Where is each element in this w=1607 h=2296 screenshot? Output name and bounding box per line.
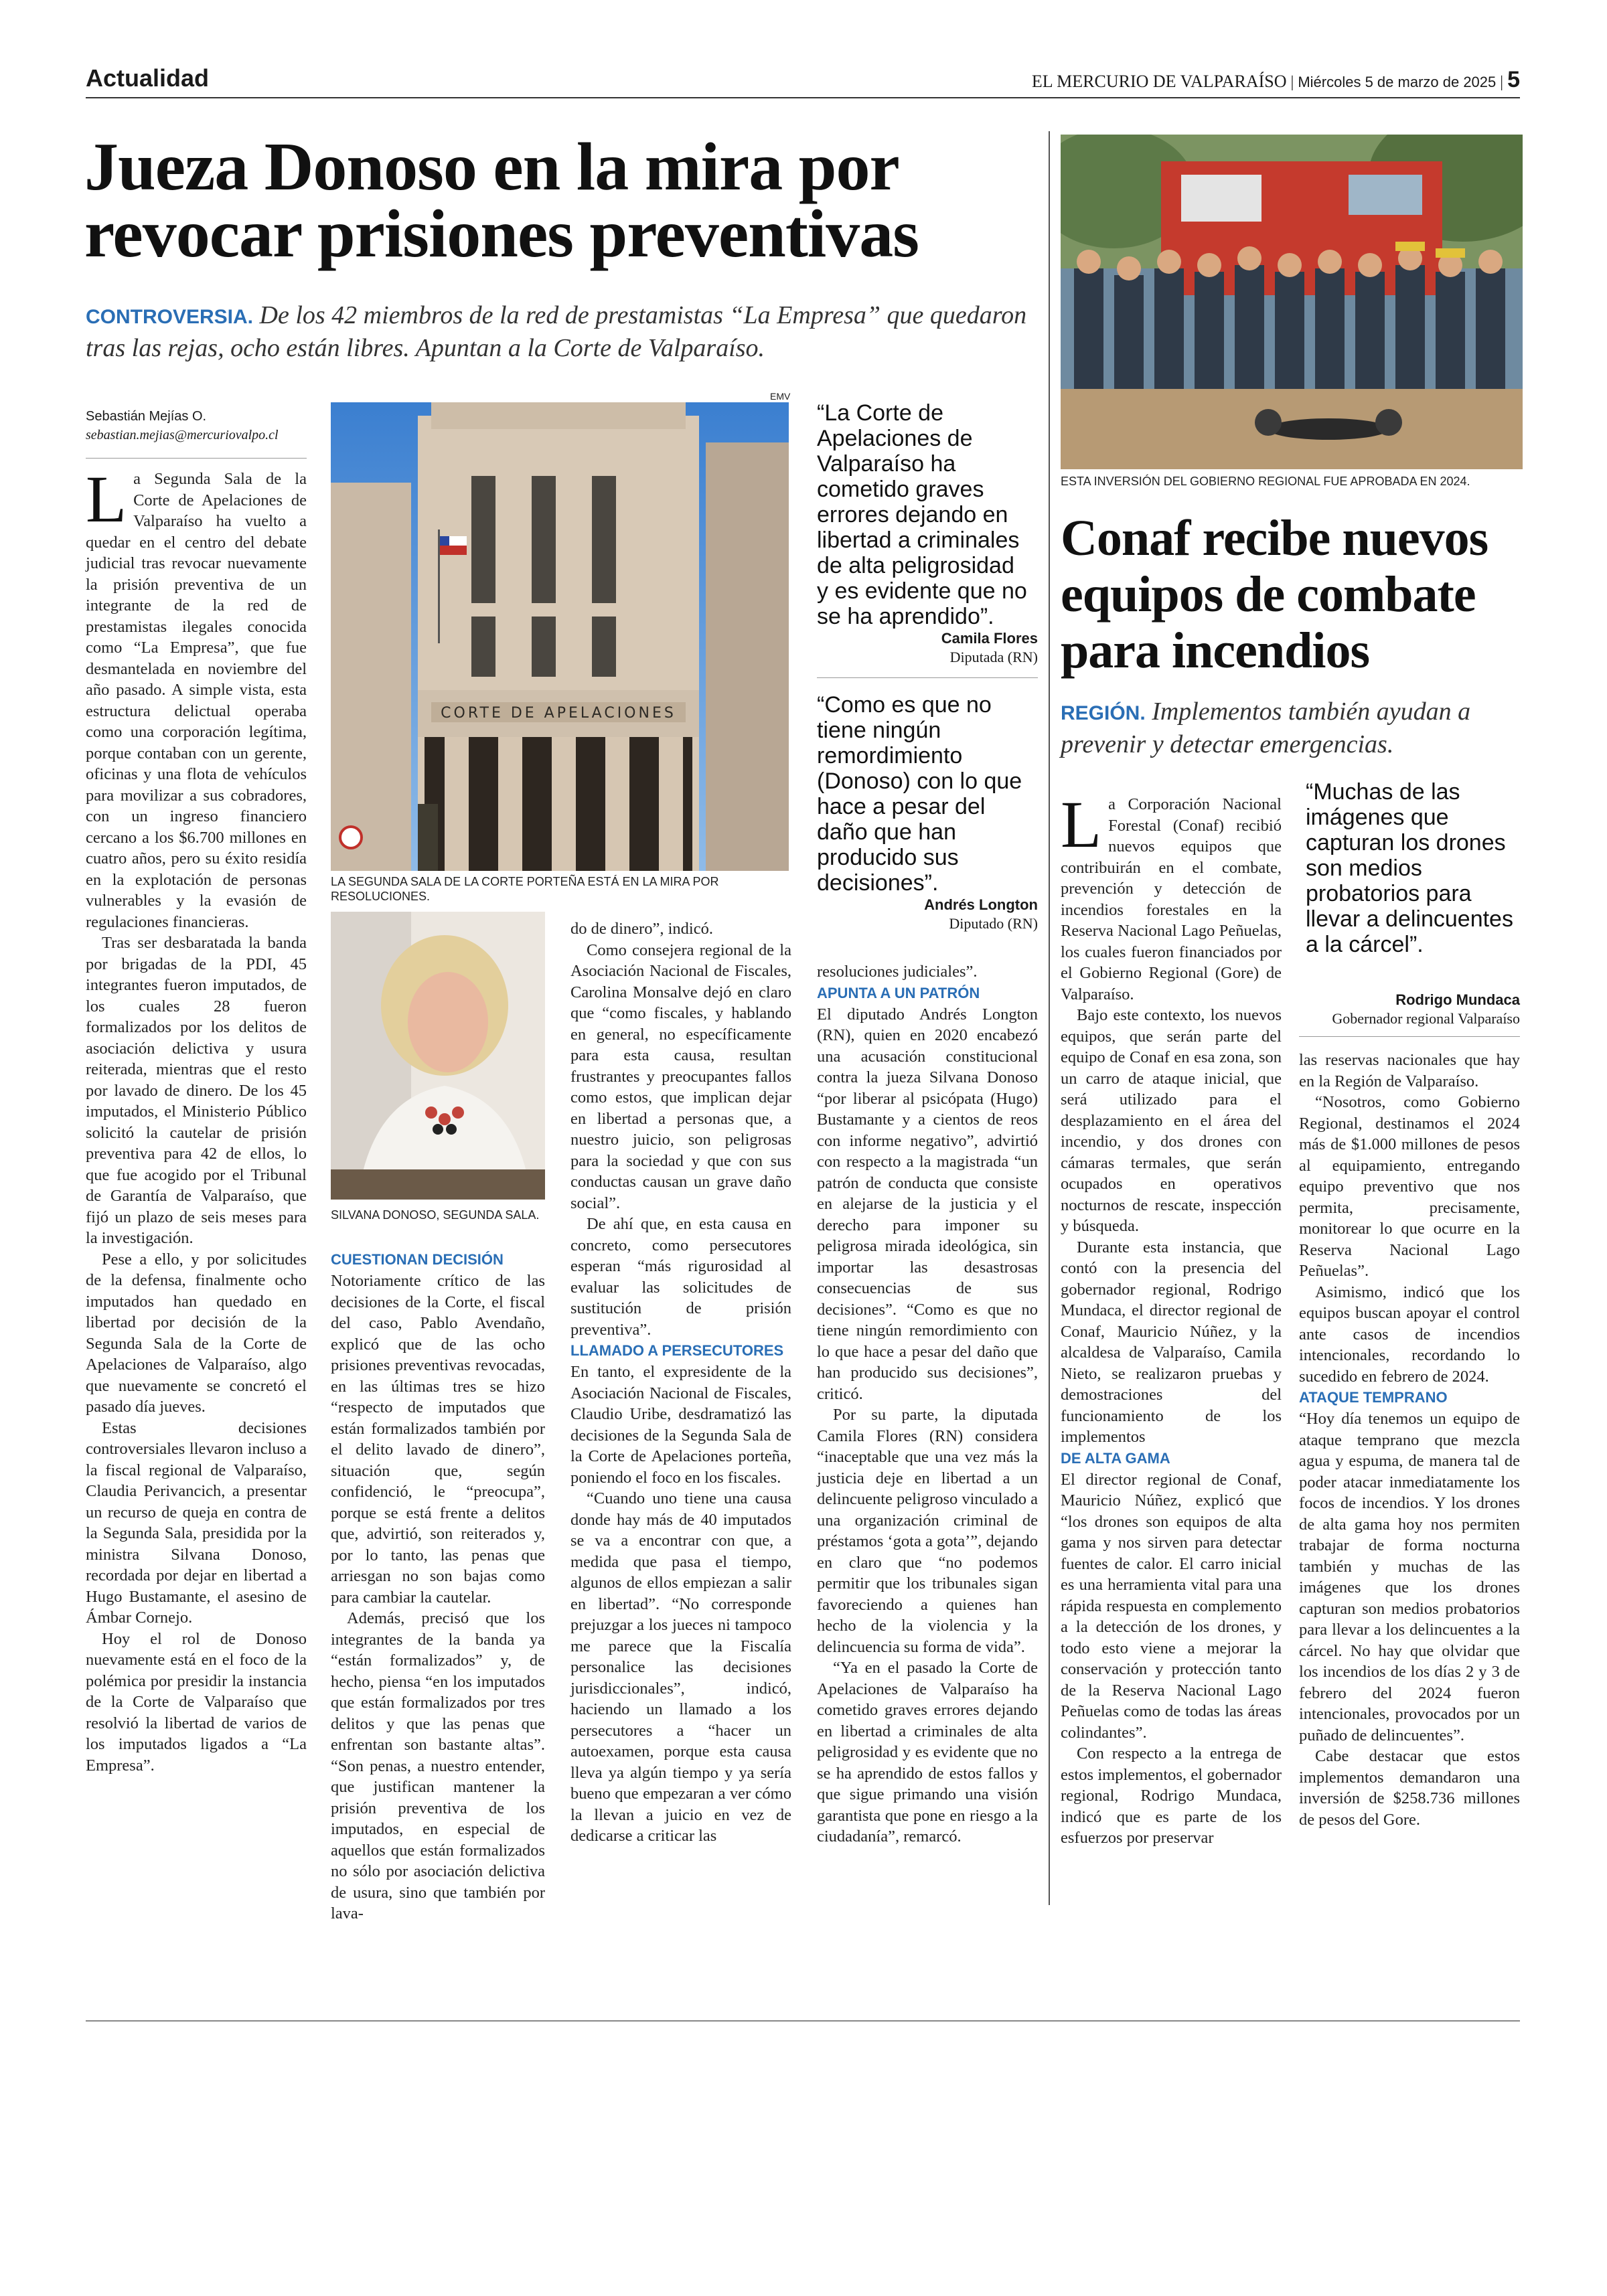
- paragraph: “Hoy día tenemos un equipo de ataque temprano que mezcla agua y espuma, de manera tal de poder atacar inmediatamente los focos de incendios. Y los drones de alta gama hoy nos permiten trabajar de forma nocturna también y muchas de las imágenes que los drones capturan son medios probatorios para llevar a los delincuentes a la cárcel. No hay que olvidar que los incendios de los días 2 y 3 de febrero del 2024 fueron intencionales, provocados por un puñado de delincuentes”.: [1299, 1410, 1520, 1744]
- court-photo-caption: LA SEGUNDA SALA DE LA CORTE PORTEÑA ESTÁ EN LA MIRA POR RESOLUCIONES.: [331, 875, 719, 903]
- paragraph: a Corporación Nacional Forestal (Conaf) recibió nuevos equipos que contribuirán en el combate, prevención y detección de incendios forestales en la Reserva Nacional Lago Peñuelas, los cuales fueron financiados por el Gobierno Regional (Gore) de Valparaíso.: [1061, 795, 1282, 1003]
- court-sign-text: CORTE DE APELACIONES: [441, 705, 676, 722]
- page-number: 5: [1507, 67, 1520, 92]
- paragraph: Cabe destacar que estos implementos demandaron una inversión de $258.736 millones de pesos del Gore.: [1299, 1747, 1520, 1829]
- quote-role: Diputado (RN): [949, 915, 1038, 932]
- pull-quote-flores: “La Corte de Apelaciones de Valparaíso ha cometido graves errores dejando en libertad a criminales de alta peligrosidad y es evidente que no se ha aprendido”.: [817, 400, 1027, 629]
- side-kicker: [1061, 696, 1516, 760]
- author-name: Sebastián Mejías O.: [86, 409, 207, 424]
- main-col-2: [331, 1249, 545, 1924]
- quote-attribution-mundaca: [1299, 991, 1520, 1028]
- paragraph: Notoriamente crítico de las decisiones de la Corte, el fiscal del caso, Pablo Avendaño, explicó que de las ocho prisiones preventivas revocadas, en las últimas tres se hizo “respecto de imputados que están formalizados también por el delito lavado de dinero”, situación que, según confidenció, le “preocupa”, porque se está frente a delitos que, advirtió, son reiterados y, por lo tanto, las penas que arriesgan no son bajas como para cambiar la cautelar.: [331, 1272, 545, 1607]
- subheading: CUESTIONAN DECISIÓN: [331, 1251, 504, 1268]
- paragraph: Bajo este contexto, los nuevos equipos, que serán parte del equipo de Conaf en esa zona, son un carro de ataque inicial, que será utilizado para el desplazamiento en el área del incendio, y dos drones con cámaras termales, que serán ocupados en operativos nocturnos de rescate, inspección y búsqueda.: [1061, 1006, 1282, 1235]
- footer-rule: [86, 2020, 1520, 2022]
- donoso-photo-caption: SILVANA DONOSO, SEGUNDA SALA.: [331, 1208, 540, 1222]
- kicker-tag: CONTROVERSIA.: [86, 306, 254, 328]
- quote-divider: [817, 677, 1038, 678]
- paragraph: El director regional de Conaf, Mauricio Núñez, explicó que “los drones son equipos de alta gama y nos sirven para detectar fuentes de calor. El carro inicial es una herramienta vital para una rápida respuesta en complemento a la detección de los drones, y todo esto viene a mejorar la conservación y protección tanto de la Reserva Nacional Lago Peñuelas como de todas las áreas colindantes”.: [1061, 1470, 1282, 1742]
- paragraph: Con respecto a la entrega de estos implementos, el gobernador regional, Rodrigo Mundaca, indicó que es parte de los esfuerzos por preservar: [1061, 1744, 1282, 1847]
- column-divider: [1049, 131, 1050, 1905]
- conaf-photo: [1061, 135, 1523, 469]
- court-building-illustration: [331, 402, 789, 871]
- side-col-2: [1299, 1050, 1520, 1830]
- main-col-1: [86, 462, 307, 1776]
- paragraph: Tras ser desbaratada la banda por brigadas de la PDI, 45 integrantes fueron imputados, de los cuales 28 fueron formalizados por los delitos de asociación delictiva y usura reiterada, mientras que el resto por lavado de dinero. De los 45 imputados, el Ministerio Público solicitó la cautelar de prisión preventiva para 42 de ellos, lo que fue acogido por el Tribunal de Garantía de Valparaíso, que fijó un plazo de seis meses para la investigación.: [86, 934, 307, 1247]
- pull-quote-mundaca: “Muchas de las imágenes que capturan los drones son medios probatorios para llevar a delincuentes a la cárcel”.: [1306, 779, 1513, 957]
- side-headline-line-2: equipos de combate: [1061, 566, 1476, 623]
- paragraph: En tanto, el expresidente de la Asociación Nacional de Fiscales, Claudio Uribe, desdramatizó las decisiones de la Segunda Sala de la Corte de Apelaciones porteña, poniendo el foco en los fiscales.: [570, 1363, 791, 1487]
- main-col-3: [570, 918, 791, 1847]
- issue-date: Miércoles 5 de marzo de 2025: [1298, 74, 1497, 90]
- paragraph: El diputado Andrés Longton (RN), quien en 2020 encabezó una acusación constitucional contra la jueza Silvana Donoso “por liberar al psicópata (Hugo) Bustamante y a cientos de reos con informe negativo”, advirtió con respecto a la magistrada “un patrón de conducta que consiste en alejarse de la justicia y el derecho para imponer su peligrosa mirada ideológica, sin importar las desastrosas consecuencias de sus decisiones”. “Como es que no tiene ningún remordimiento con lo que hace a pesar del daño que han producido sus decisiones”, criticó.: [817, 1005, 1038, 1403]
- subheading: DE ALTA GAMA: [1061, 1449, 1170, 1467]
- pull-quote-longton: “Como es que no tiene ningún remordimiento (Donoso) con lo que hace a pesar del daño que han producido sus decisiones”.: [817, 692, 1022, 896]
- paragraph: Durante esta instancia, que contó con la presencia del gobernador regional, Rodrigo Mundaca, el director regional de Conaf, Mauricio Núñez, y la alcaldesa de Valparaíso, Camila Nieto, se realizaron pruebas y demostraciones del funcionamiento de los implementos: [1061, 1238, 1282, 1446]
- quote-role: Gobernador regional Valparaíso: [1332, 1010, 1520, 1027]
- subheading: LLAMADO A PERSECUTORES: [570, 1342, 784, 1359]
- paragraph: Asimismo, indicó que los equipos buscan apoyar el control ante casos de incendios intencionales, recordando lo sucedido en febrero de 2024.: [1299, 1283, 1520, 1386]
- conaf-photo-caption: ESTA INVERSIÓN DEL GOBIERNO REGIONAL FUE APROBADA EN 2024.: [1061, 475, 1470, 488]
- paragraph: a Segunda Sala de la Corte de Apelaciones de Valparaíso ha vuelto a quedar en el centro del debate judicial tras revocar nuevamente la prisión preventiva de un integrante de la red de prestamistas ilegales conocida como “La Empresa”, que fue desmantelada en noviembre del año pasado. A simple vista, esta estructura delictual operaba como una corporación legítima, porque contaban con un gerente, oficinas y una flota de vehículos para movilizar a sus cobradores, con un ingreso financiero cercano a los $6.700 millones en cuatro años, pero su éxito residía en la explotación de personas vulnerables y la evasión de regulaciones financieras.: [86, 470, 307, 931]
- paragraph: Pese a ello, y por solicitudes de la defensa, finalmente ocho imputados han quedado en libertad por decisión de la Segunda Sala de la Corte de Apelaciones de Valparaíso, algo que nuevamente se concretó el pasado día jueves.: [86, 1250, 307, 1416]
- paragraph: Además, precisó que los integrantes de la banda ya “están formalizados” y, de hecho, piensa “en los imputados que están formalizados por tres delitos y que las penas que enfrentan son bastante altas”. “Son penas, a nuestro entender, que justifican mantener la prisión preventiva de los imputados, en especial de aquellos que están formalizados no sólo por asociación delictiva de usura, sino que también por lava-: [331, 1609, 545, 1922]
- side-headline-line-1: Conaf recibe nuevos: [1061, 510, 1488, 566]
- headline-line-2: revocar prisiones preventivas: [84, 196, 919, 272]
- side-headline-line-3: para incendios: [1061, 623, 1370, 679]
- court-building-photo: [331, 402, 789, 871]
- conaf-group-illustration: [1061, 135, 1523, 469]
- paragraph: “Ya en el pasado la Corte de Apelaciones de Valparaíso ha cometido graves errores dejando en libertad a criminales de alta peligrosidad y es evidente que no se ha aprendido de estos fallos y que sigue primando una visión garantista que pone en riesgo a la ciudadanía”, remarcó.: [817, 1659, 1038, 1846]
- header-rule: [86, 97, 1520, 98]
- paragraph: Como consejera regional de la Asociación Nacional de Fiscales, Carolina Monsalve dejó en claro que “como fiscales, y hablando en general, no específicamente para esta causa, resultan frustrantes y preocupantes fallos como estos, que implican dejar en libertad a personas que, a nuestro juicio, son peligrosas para la sociedad y que con sus conductas causan un grave daño social”.: [570, 940, 791, 1212]
- quote-name: Andrés Longton: [924, 896, 1038, 913]
- paragraph: resoluciones judiciales”.: [817, 963, 978, 981]
- quote-role: Diputada (RN): [949, 649, 1038, 665]
- photo-credit: EMV: [770, 391, 791, 402]
- subheading: APUNTA A UN PATRÓN: [817, 984, 980, 1001]
- paragraph: do de dinero”, indicó.: [570, 920, 713, 938]
- headline-line-1: Jueza Donoso en la mira por: [84, 129, 899, 205]
- subheading: ATAQUE TEMPRANO: [1299, 1389, 1448, 1406]
- side-headline: [1061, 510, 1523, 679]
- side-col-1: [1061, 787, 1282, 1849]
- quote-name: Camila Flores: [941, 630, 1038, 647]
- quote-attribution-longton: [817, 896, 1038, 933]
- paragraph: “Nosotros, como Gobierno Regional, destinamos el 2024 más de $1.000 millones de pesos al equipamiento, entregando equipo preventivo que nos permita, precisamente, monitorear lo que ocurre en la Reserva Nacional Lago Peñuelas”.: [1299, 1093, 1520, 1280]
- author-email: sebastian.mejias@mercuriovalpo.cl: [86, 428, 279, 442]
- section-label: Actualidad: [86, 64, 210, 92]
- dropcap: L: [86, 462, 127, 536]
- main-headline: [84, 129, 1049, 272]
- kicker-text: Implementos también ayudan a prevenir y detectar emergencias.: [1061, 698, 1471, 758]
- dropcap: L: [1061, 787, 1102, 862]
- paragraph: Por su parte, la diputada Camila Flores (RN) considera “inaceptable que una vez más la justicia deje en libertad a un delincuente peligroso vinculado a una organización criminal de préstamos ‘gota a gota’”, dejando en claro que “no podemos permitir que los tribunales sigan favoreciendo a quienes han hecho de la violencia y la delincuencia su forma de vida”.: [817, 1406, 1038, 1656]
- paragraph: las reservas nacionales que hay en la Región de Valparaíso.: [1299, 1051, 1520, 1090]
- masthead: EL MERCURIO DE VALPARAÍSO | Miércoles 5 de marzo de 2025 | 5: [1031, 67, 1520, 92]
- byline-rule: [86, 458, 307, 459]
- donoso-photo: [331, 912, 545, 1200]
- paragraph: “Cuando uno tiene una causa donde hay más de 40 imputados se va a encontrar con que, a medida que pasa el tiempo, algunos de ellos empiezan a salir en libertad”. “No corresponde prejuzgar a los jueces ni tampoco me parece que la Fiscalía personalice las decisiones jurisdiccionales”, indicó, haciendo un llamado a los persecutores a “hacer un autoexamen, porque esta causa lleva ya algún tiempo y ya sería bueno que empezaran a ver cómo la llevan a juicio en vez de dedicarse a criticar las: [570, 1489, 791, 1845]
- kicker-tag: REGIÓN.: [1061, 702, 1146, 724]
- donoso-portrait: [331, 912, 545, 1200]
- newspaper-name: EL MERCURIO DE VALPARAÍSO: [1031, 72, 1287, 91]
- byline: [86, 407, 313, 444]
- paragraph: De ahí que, en esta causa en concreto, como persecutores esperan “más rigurosidad al evaluar las solicitudes de sustitución de prisión preventiva”.: [570, 1215, 791, 1339]
- quote-name: Rodrigo Mundaca: [1395, 991, 1520, 1008]
- paragraph: Hoy el rol de Donoso nuevamente está en el foco de la polémica por presidir la instancia de la Corte de Valparaíso que resolvió la libertad de varios de los imputados ligados a “La Empresa”.: [86, 1629, 307, 1775]
- paragraph: Estas decisiones controversiales llevaron incluso a la fiscal regional de Valparaíso, Claudia Perivancich, a presentar un recurso de queja en contra de la Segunda Sala, presidida por la ministra Silvana Donoso, recordada por dejar en libertad a Hugo Bustamante, el asesino de Ámbar Cornejo.: [86, 1418, 307, 1627]
- quote-attribution-flores: [817, 629, 1038, 667]
- kicker-text: De los 42 miembros de la red de prestamistas “La Empresa” que quedaron tras las rejas, ocho están libres. Apuntan a la Corte de Valparaíso.: [86, 301, 1027, 362]
- quote-divider: [1299, 1036, 1520, 1037]
- main-col-4: [817, 961, 1038, 1848]
- main-kicker: [86, 300, 1037, 363]
